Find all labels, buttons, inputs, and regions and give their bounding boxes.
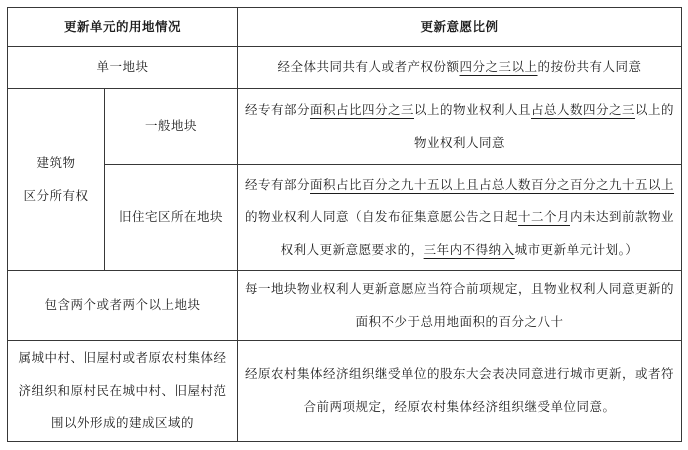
- cell-condo-ownership-group: [8, 89, 105, 271]
- underlined-text-run: 面积占比四分之三: [309, 103, 414, 117]
- text-run: 单一地块: [96, 60, 149, 75]
- cell-urban-village: [8, 341, 238, 442]
- text-run: 的按份共有人同意: [537, 60, 642, 75]
- table-row-old-residential-plot: [8, 165, 682, 271]
- underlined-text-run: 面积占比百分之九十五以上且占总人数百分之百分之九十五以上: [310, 177, 675, 192]
- table-row-general-plot: [8, 89, 682, 165]
- text-run: 城市更新单元计划。）: [514, 242, 639, 257]
- text-run: 旧住宅区所在地块: [119, 210, 224, 225]
- cell-single-plot-ratio: [238, 47, 682, 89]
- text-run: 区分所有权: [23, 188, 89, 203]
- text-run: 物业权利人同意: [414, 135, 506, 150]
- text-run: 济组织和原村民在城中村、旧屋村范: [18, 383, 227, 398]
- cell-old-residential-plot-ratio: [238, 165, 682, 271]
- cell-multiple-plots-ratio: [238, 271, 682, 341]
- text-run: 经专有部分: [244, 103, 310, 117]
- cell-old-residential-plot: [105, 165, 238, 271]
- text-run: 经专有部分: [245, 177, 311, 192]
- text-run: 属城中村、旧屋村或者原农村集体经: [18, 351, 227, 365]
- header-willingness-ratio: 更新意愿比例: [238, 8, 682, 47]
- cell-general-plot: [105, 89, 238, 165]
- header-land-use: 更新单元的用地情况: [8, 8, 238, 47]
- text-run: 包含两个或者两个以上地块: [44, 298, 201, 313]
- underlined-text-run: 四分之三以上: [459, 60, 538, 75]
- underlined-text-run: 十二个月: [518, 210, 571, 225]
- cell-general-plot-ratio: [238, 89, 682, 165]
- table-header-row: [8, 8, 682, 47]
- cell-single-plot: [8, 47, 238, 89]
- text-run: 面积不少于总用地面积的百分之八十: [355, 314, 564, 329]
- text-run: 以上的: [635, 103, 675, 117]
- text-run: 建筑物: [36, 156, 76, 170]
- underlined-text-run: 三年内不得纳入: [423, 242, 515, 257]
- renewal-willingness-table: [7, 7, 682, 442]
- text-run: 权利人更新意愿要求的，: [280, 242, 424, 257]
- table-row-urban-village: [8, 341, 682, 442]
- text-run: 经全体共同共有人或者产权份额: [277, 60, 460, 75]
- table-row-multiple-plots: [8, 271, 682, 341]
- table-row-single-plot: [8, 47, 682, 89]
- text-run: 内未达到前款物业: [570, 210, 675, 225]
- text-run: 以上的物业权利人且: [414, 103, 532, 117]
- text-run: 的物业权利人同意（自发布征集意愿公告之日起: [244, 210, 518, 225]
- text-run: 经原农村集体经济组织继受单位的股东大会表决同意进行城市更新，或者符: [245, 367, 675, 382]
- cell-urban-village-ratio: [238, 341, 682, 442]
- text-run: 每一地块物业权利人更新意愿应当符合前项规定，且物业权利人同意更新的: [245, 282, 675, 296]
- cell-multiple-plots: [8, 271, 238, 341]
- text-run: 合前两项规定，经原农村集体经济组织继受单位同意。: [303, 399, 616, 414]
- text-run: 一般地块: [145, 119, 198, 134]
- underlined-text-run: 占总人数四分之三: [531, 103, 636, 117]
- text-run: 围以外形成的建成区域的: [51, 416, 195, 430]
